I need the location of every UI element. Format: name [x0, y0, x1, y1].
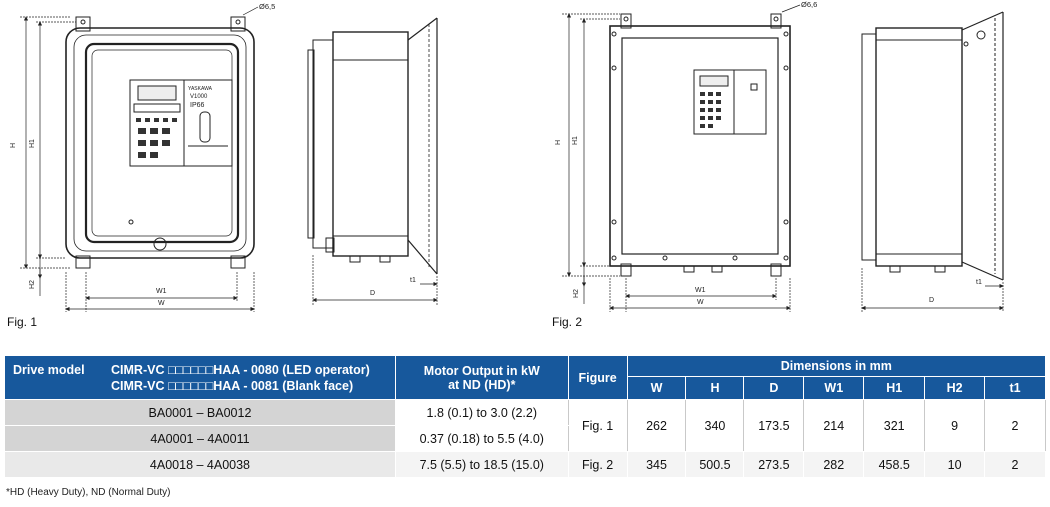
cell-h1: 458.5	[864, 452, 925, 478]
panel-model-text: V1000	[190, 94, 208, 100]
row-output: 7.5 (5.5) to 18.5 (15.0)	[395, 452, 568, 478]
cell-h: 500.5	[686, 452, 744, 478]
fig2-dim-h1: H1	[572, 136, 579, 145]
fig2-dim-h2: H2	[573, 289, 580, 298]
cell-w: 262	[627, 400, 686, 452]
col-header-d: D	[744, 377, 804, 400]
fig1-label: Fig. 1	[7, 315, 38, 329]
cell-t1: 2	[985, 452, 1046, 478]
col-header-w: W	[627, 377, 686, 400]
fig1-front-view	[66, 17, 254, 268]
fig1-dim-d: D	[370, 290, 376, 297]
dimensions-header: Dimensions in mm	[627, 356, 1045, 377]
cell-t1: 2	[985, 400, 1046, 452]
fig1-panel-text	[188, 86, 213, 109]
fig1-dim-h1: H1	[29, 139, 36, 148]
cell-w: 345	[627, 452, 686, 478]
cell-h: 340	[686, 400, 744, 452]
fig1-hole-dim: Ø6,5	[259, 2, 276, 11]
row-model: BA0001 – BA0012	[5, 400, 396, 426]
brand-logo-text: YASKAWA	[188, 86, 212, 92]
drive-model-header	[5, 356, 396, 400]
fig2-side-view	[862, 12, 1003, 280]
footnote: *HD (Heavy Duty), ND (Normal Duty)	[6, 487, 171, 498]
fig2-dim-t1: t1	[976, 279, 982, 286]
fig2-front-view	[610, 14, 790, 276]
row-figure: Fig. 2	[568, 452, 627, 478]
col-header-t1: t1	[985, 377, 1046, 400]
cell-d: 273.5	[744, 452, 804, 478]
row-model: 4A0001 – 4A0011	[5, 426, 396, 452]
fig2-dim-d: D	[929, 297, 935, 304]
motor-output-header: Motor Output in kW at ND (HD)*	[395, 356, 568, 400]
fig2-side-dimensions	[862, 268, 1003, 312]
fig2-dim-w1: W1	[695, 287, 706, 294]
fig1-dim-t1: t1	[410, 277, 416, 284]
col-header-w1: W1	[804, 377, 864, 400]
figure-header: Figure	[568, 356, 627, 400]
row-output: 1.8 (0.1) to 3.0 (2.2)	[395, 400, 568, 426]
fig2-hole-dim: Ø6,6	[801, 0, 818, 9]
row-model: 4A0018 – 4A0038	[5, 452, 396, 478]
cell-w1: 282	[804, 452, 864, 478]
panel-ip-text: IP66	[190, 102, 205, 109]
specifications-table	[4, 355, 1046, 478]
cell-h1: 321	[864, 400, 925, 452]
fig1-side-view	[308, 18, 437, 274]
cell-w1: 214	[804, 400, 864, 452]
cell-d: 173.5	[744, 400, 804, 452]
col-header-h2: H2	[925, 377, 985, 400]
fig2-label: Fig. 2	[552, 315, 583, 329]
table-row	[5, 452, 1046, 478]
model-code-led: CIMR-VC □□□□□□HAA - 0080 (LED operator)	[111, 362, 370, 377]
row-figure: Fig. 1	[568, 400, 627, 452]
fig2-dim-w: W	[697, 299, 704, 306]
fig1-dim-h: H	[10, 142, 17, 148]
cell-h2: 9	[925, 400, 985, 452]
fig1-dimensions	[20, 7, 258, 312]
fig1-dim-w1: W1	[156, 288, 167, 295]
col-header-h: H	[686, 377, 744, 400]
fig1-side-dimensions	[313, 255, 437, 305]
fig2-dim-h: H	[555, 139, 562, 145]
fig1-dim-w: W	[158, 300, 165, 307]
drive-model-label: Drive model	[13, 362, 85, 377]
col-header-h1: H1	[864, 377, 925, 400]
fig1-dim-h2: H2	[29, 280, 36, 289]
cell-h2: 10	[925, 452, 985, 478]
row-output: 0.37 (0.18) to 5.5 (4.0)	[395, 426, 568, 452]
table-row	[5, 400, 1046, 426]
model-code-blank: CIMR-VC □□□□□□HAA - 0081 (Blank face)	[111, 378, 354, 393]
